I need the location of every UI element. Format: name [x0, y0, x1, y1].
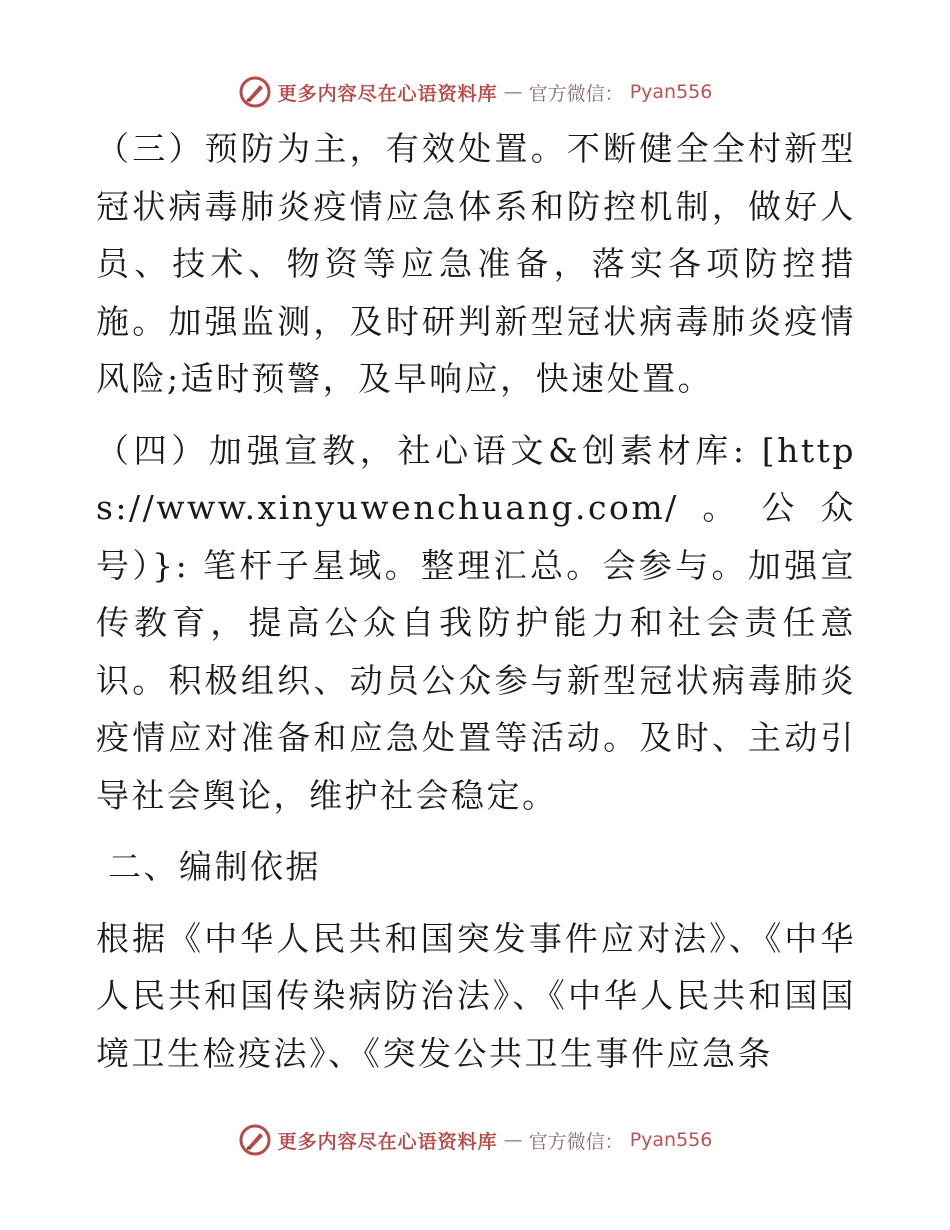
- watermark-text: 更多内容尽在心语资料库: [277, 1130, 498, 1153]
- paragraph-prevention: （三）预防为主，有效处置。不断健全全村新型冠状病毒肺炎疫情应急体系和防控机制，做好人员、技术、物资等应急准备，落实各项防控措施。加强监测，及时研判新型冠状病毒肺炎疫情风险;适时预警，及早响应，快速处置。: [96, 129, 856, 398]
- section-heading: 二、编制依据: [108, 847, 321, 886]
- watermark-separator: —: [503, 81, 523, 103]
- watermark-text: 更多内容尽在心语资料库: [277, 82, 498, 105]
- watermark-wechat-id: Pyan556: [629, 1129, 713, 1151]
- document-body: [96, 120, 856, 1096]
- footer-watermark: [0, 1120, 950, 1160]
- watermark-separator: —: [503, 1129, 523, 1151]
- paragraph-education: （四）加强宣教，社心语文&创素材库: [https://www.xinyuwenchuang.com/。公众号）}: 笔杆子星域。整理汇总。会参与。加强宣传教育，提高公众自我防护能力和社会责任意识。积极组织、动员公众参与新型冠状病毒肺炎疫情应对准备和应急处置等活动。及时、主动引导社会舆论，维护社会稳定。: [96, 430, 856, 815]
- watermark-wechat-id: Pyan556: [629, 81, 713, 103]
- pen-logo-icon: [238, 75, 272, 109]
- watermark-official-label: 官方微信：: [528, 82, 624, 105]
- paragraph-basis: 根据《中华人民共和国突发事件应对法》、《中华人民共和国传染病防治法》、《中华人民共和国国境卫生检疫法》、《突发公共卫生事件应急条: [96, 918, 856, 1073]
- header-watermark: [0, 72, 950, 112]
- watermark-official-label: 官方微信：: [528, 1130, 624, 1153]
- pen-logo-icon: [238, 1123, 272, 1157]
